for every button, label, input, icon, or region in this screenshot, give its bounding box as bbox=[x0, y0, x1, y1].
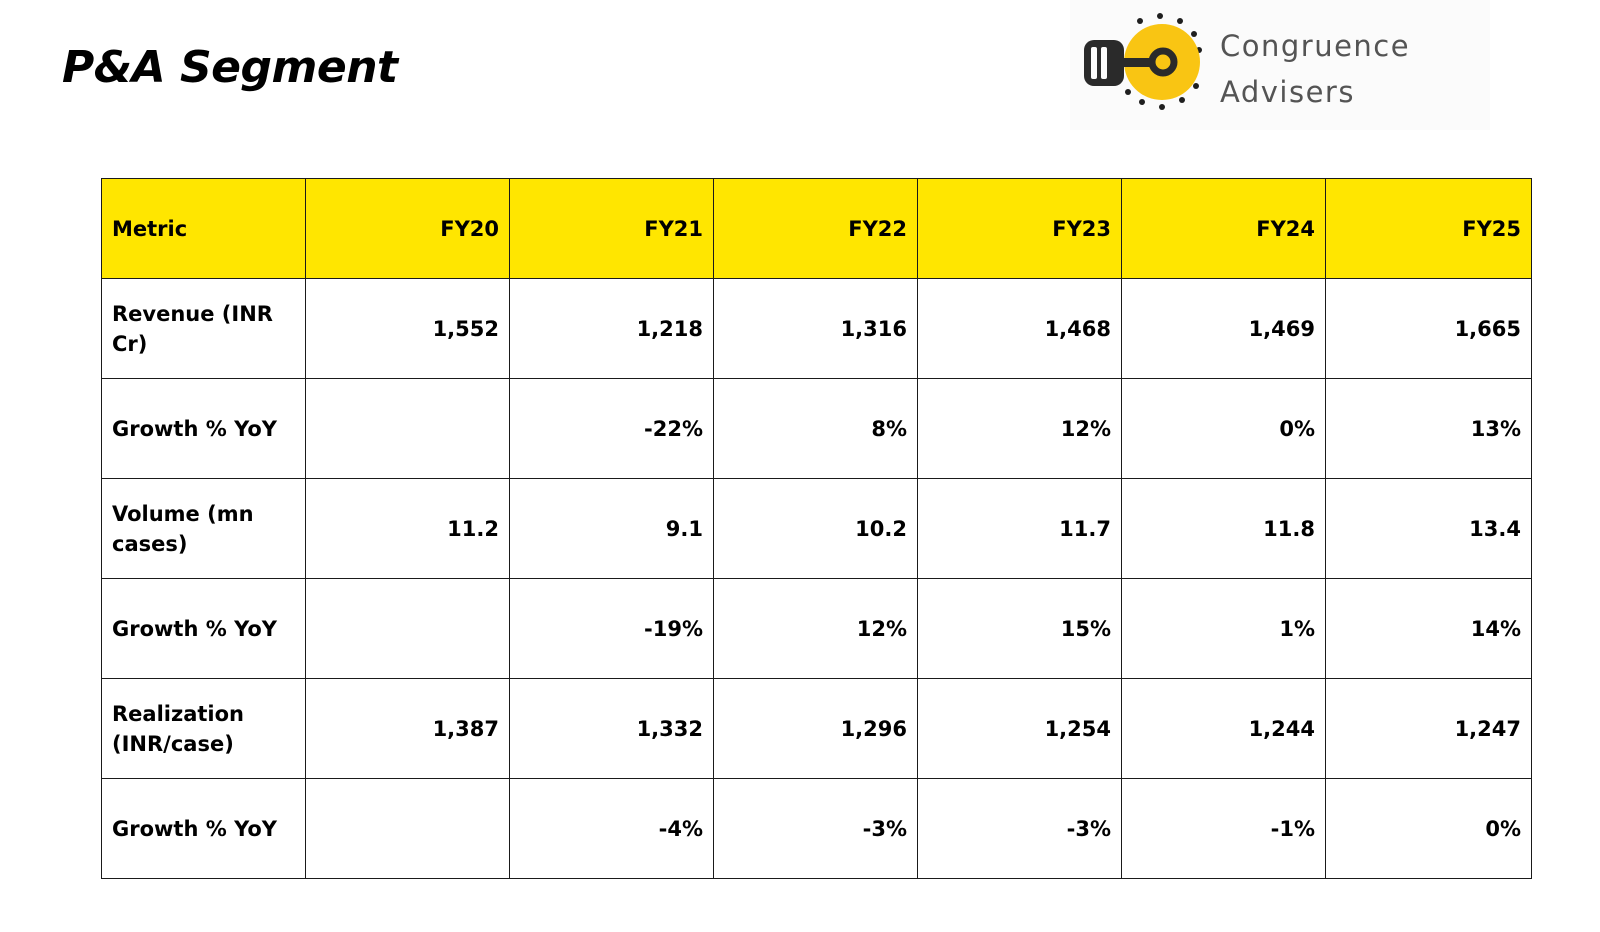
column-header-fy22: FY22 bbox=[714, 179, 918, 279]
table-cell: 1,296 bbox=[714, 679, 918, 779]
table-row-volume-growth bbox=[102, 579, 1532, 679]
pa-segment-table bbox=[101, 178, 1532, 879]
table-cell: 1,469 bbox=[1122, 279, 1326, 379]
table-cell: 1% bbox=[1122, 579, 1326, 679]
metric-label: Volume (mn cases) bbox=[102, 479, 306, 579]
table-cell: 1,218 bbox=[510, 279, 714, 379]
table-row-revenue bbox=[102, 279, 1532, 379]
table-cell: -4% bbox=[510, 779, 714, 879]
column-header-fy25: FY25 bbox=[1326, 179, 1532, 279]
table-cell: 1,247 bbox=[1326, 679, 1532, 779]
table-cell: 13% bbox=[1326, 379, 1532, 479]
table-cell: 1,332 bbox=[510, 679, 714, 779]
table-cell: 14% bbox=[1326, 579, 1532, 679]
table-cell: 1,665 bbox=[1326, 279, 1532, 379]
table-cell: -3% bbox=[918, 779, 1122, 879]
table-cell bbox=[306, 579, 510, 679]
metric-label: Growth % YoY bbox=[102, 779, 306, 879]
table-row-realization bbox=[102, 679, 1532, 779]
table-cell: 1,316 bbox=[714, 279, 918, 379]
logo-name-line2: Advisers bbox=[1220, 75, 1355, 109]
table-row-revenue-growth bbox=[102, 379, 1532, 479]
table-cell: 0% bbox=[1326, 779, 1532, 879]
table-cell: -19% bbox=[510, 579, 714, 679]
table-cell: -1% bbox=[1122, 779, 1326, 879]
table-cell: 1,552 bbox=[306, 279, 510, 379]
column-header-fy21: FY21 bbox=[510, 179, 714, 279]
table-cell bbox=[306, 379, 510, 479]
table-cell: 1,387 bbox=[306, 679, 510, 779]
column-header-metric: Metric bbox=[102, 179, 306, 279]
logo-name-line1: Congruence bbox=[1220, 29, 1411, 63]
table-cell: 9.1 bbox=[510, 479, 714, 579]
table-row-volume bbox=[102, 479, 1532, 579]
table-cell: 12% bbox=[714, 579, 918, 679]
table-cell: 11.7 bbox=[918, 479, 1122, 579]
key-icon bbox=[1078, 8, 1218, 118]
table-cell: 1,244 bbox=[1122, 679, 1326, 779]
table-cell: 13.4 bbox=[1326, 479, 1532, 579]
table-cell: -22% bbox=[510, 379, 714, 479]
column-header-fy20: FY20 bbox=[306, 179, 510, 279]
table-cell: 11.8 bbox=[1122, 479, 1326, 579]
metric-label: Growth % YoY bbox=[102, 379, 306, 479]
table-cell: 1,468 bbox=[918, 279, 1122, 379]
table-cell: 15% bbox=[918, 579, 1122, 679]
table-row-realization-growth bbox=[102, 779, 1532, 879]
metric-label: Realization (INR/case) bbox=[102, 679, 306, 779]
table-cell: 12% bbox=[918, 379, 1122, 479]
page-title: P&A Segment bbox=[62, 42, 398, 93]
metric-label: Revenue (INR Cr) bbox=[102, 279, 306, 379]
table-cell: 8% bbox=[714, 379, 918, 479]
column-header-fy24: FY24 bbox=[1122, 179, 1326, 279]
company-logo bbox=[1070, 0, 1490, 130]
table-cell: 1,254 bbox=[918, 679, 1122, 779]
table-header-row bbox=[102, 179, 1532, 279]
table-cell: 10.2 bbox=[714, 479, 918, 579]
table-cell bbox=[306, 779, 510, 879]
table-cell: 0% bbox=[1122, 379, 1326, 479]
metric-label: Growth % YoY bbox=[102, 579, 306, 679]
table-cell: -3% bbox=[714, 779, 918, 879]
column-header-fy23: FY23 bbox=[918, 179, 1122, 279]
table-cell: 11.2 bbox=[306, 479, 510, 579]
